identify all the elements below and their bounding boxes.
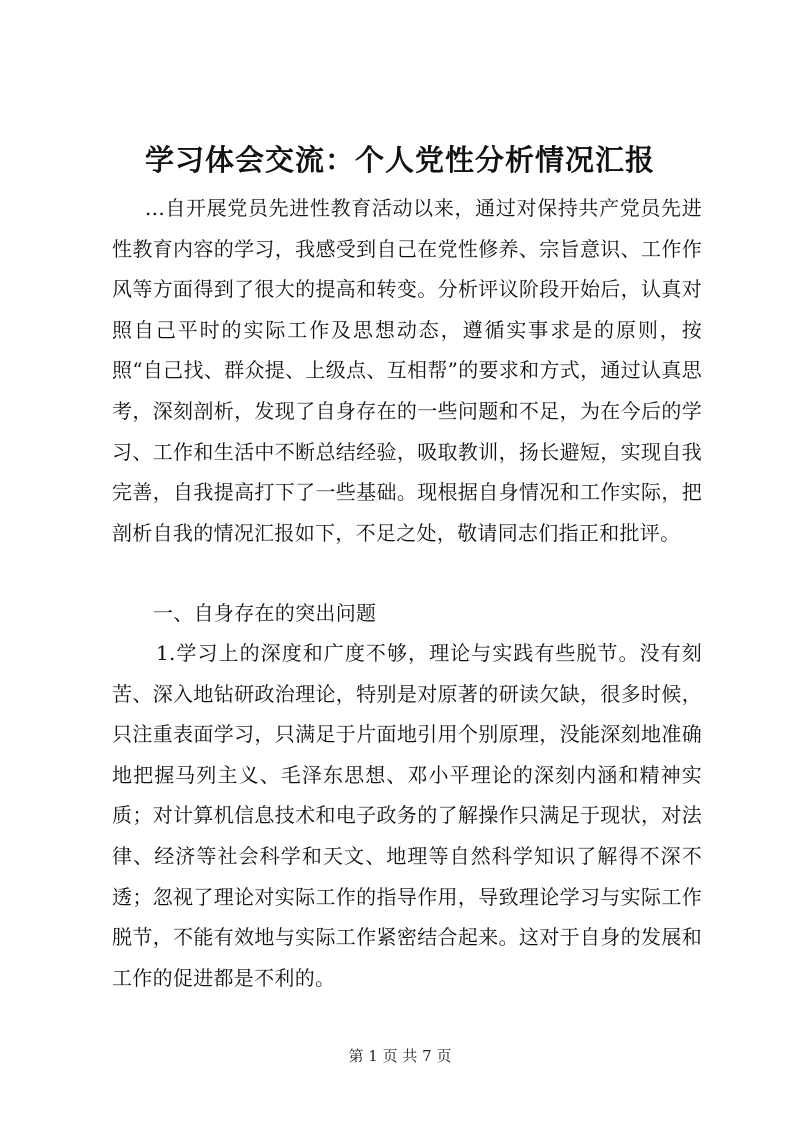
page-footer: 第 1 页 共 7 页 [348, 1047, 452, 1065]
intro-paragraph: ...自开展党员先进性教育活动以来，通过对保持共产党员先进性教育内容的学习，我感受到自己在党性修养、宗旨意识、工作作风等方面得到了很大的提高和转变。分析评议阶段开始后，认真对照自己平时的实际工作及思想动态，遵循实事求是的原则，按照“自己找、群众提、上级点、互相帮”的要求和方式，通过认真思考，深刻剖析，发现了自身存在的一些问题和不足，为在今后的学习、工作和生活中不断总结经验，吸取教训，扬长避短，实现自我完善，自我提高打下了一些基础。现根据自身情况和工作实际，把剖析自我的情况汇报如下，不足之处，敬请同志们指正和批评。 [112, 196, 702, 545]
problem-paragraph: 1.学习上的深度和广度不够，理论与实践有些脱节。没有刻苦、深入地钻研政治理论，特别是对原著的研读欠缺，很多时候，只注重表面学习，只满足于片面地引用个别原理，没能深刻地准确地把握马列主义、毛泽东思想、邓小平理论的深刻内涵和精神实质；对计算机信息技术和电子政务的了解操作只满足于现状，对法律、经济等社会科学和天文、地理等自然科学知识了解得不深不透；忽视了理论对实际工作的指导作用，导致理论学习与实际工作脱节，不能有效地与实际工作紧密结合起来。这对于自身的发展和工作的促进都是不利的。 [112, 641, 702, 990]
section-heading: 一、自身存在的突出问题 [153, 601, 377, 625]
document-title: 学习体会交流：个人党性分析情况汇报 [144, 143, 655, 177]
